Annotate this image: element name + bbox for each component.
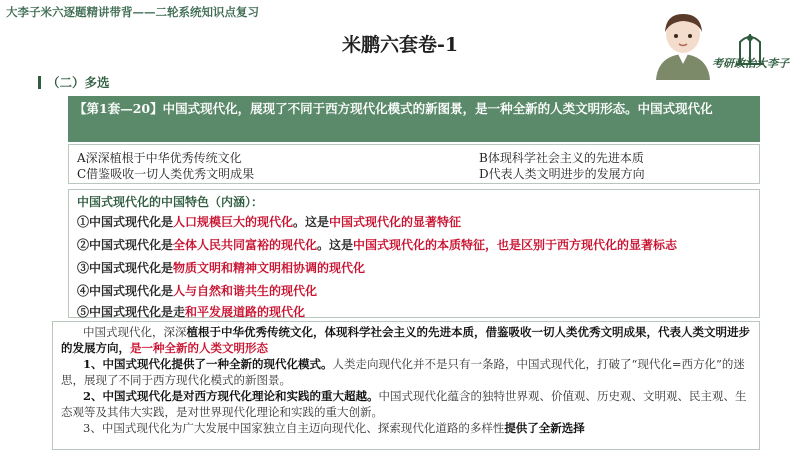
logo-text: 考研政治大李子 [712,57,789,70]
answer-paragraph [61,324,751,356]
trait-prefix: ④中国式现代化是 [77,284,174,298]
trait-highlight-2: 中国式现代化的本质特征，也是区别于西方现代化的显著标志 [353,238,678,252]
answer-paragraph [61,420,751,436]
trait-highlight: 物质文明和精神文明相协调的现代化 [173,261,366,275]
trait-highlight: 人口规模巨大的现代化 [173,215,294,229]
traits-title: 中国式现代化的中国特色（内涵）： [77,195,264,209]
trait-highlight-2: 中国式现代化的显著特征 [329,215,462,229]
option-b[interactable]: B体现科学社会主义的先进本质 [479,151,644,165]
answer-bold: 2、中国式现代化是对西方现代化理论和实践的重大超越。 [83,389,379,403]
question-box [68,96,760,142]
answer-bold: 1、中国式现代化提供了一种全新的现代化模式。 [83,357,333,371]
answer-highlight: 是一种全新的人类文明形态 [130,341,268,355]
trait-item [77,303,305,320]
traits-box [68,189,760,318]
answer-paragraph [61,356,751,388]
trait-prefix: ②中国式现代化是 [77,238,174,252]
trait-prefix: ①中国式现代化是 [77,215,174,229]
section-label [38,73,110,91]
options-box [68,144,760,184]
answer-text: 中国式现代化，深深 [83,325,187,339]
avatar [648,8,718,80]
trait-highlight: 人与自然和谐共生的现代化 [173,284,318,298]
option-c[interactable]: C借鉴吸收一切人类优秀文明成果 [77,167,255,181]
answer-text: 人类走向现代化并不是只有一条路，中国式现代化，打破了“现代化=西方化”的迷思，展现了不同于西方现代化模式的新图景。 [61,357,745,387]
trait-item [77,236,677,253]
section-label-text: （二）多选 [47,75,110,90]
trait-item [77,213,461,230]
question-text: 【第1套—20】中国式现代化，展现了不同于西方现代化模式的新图景，是一种全新的人类文明形态。中国式现代化 [74,101,713,116]
trait-item [77,282,317,299]
option-d[interactable]: D代表人类文明进步的发展方向 [479,167,645,181]
answer-bold: 提供了全新选择 [504,421,585,435]
answer-box [52,321,760,450]
trait-prefix: ⑤中国式现代化是走 [77,305,186,319]
answer-bold: 植根于中华优秀传统文化，体现科学社会主义的先进本质，借鉴吸收一切人类优秀文明成果，代表人类文明进步的发展方向， [61,325,750,355]
slide-title: 米鹏六套卷-1 [341,34,459,56]
trait-highlight: 和平发展道路的现代化 [185,305,306,319]
option-a[interactable]: A深深植根于中华优秀传统文化 [77,151,242,165]
answer-paragraph [61,388,751,420]
trait-mid: 。这是 [317,238,354,252]
trait-item [77,259,365,276]
trait-highlight: 全体人民共同富裕的现代化 [173,238,318,252]
section-bar [38,76,41,89]
trait-prefix: ③中国式现代化是 [77,261,174,275]
answer-text: 中国式现代化蕴含的独特世界观、价值观、历史观、文明观、民主观、生态观等及其伟大实践，是对世界现代化理论和实践的重大创新。 [61,389,747,419]
answer-text: 3、中国式现代化为广大发展中国家独立自主迈向现代化、探索现代化道路的多样性 [83,421,505,435]
breadcrumb: 大李子米六逐题精讲带背——二轮系统知识点复习 [6,5,259,19]
trait-mid: 。这是 [293,215,330,229]
